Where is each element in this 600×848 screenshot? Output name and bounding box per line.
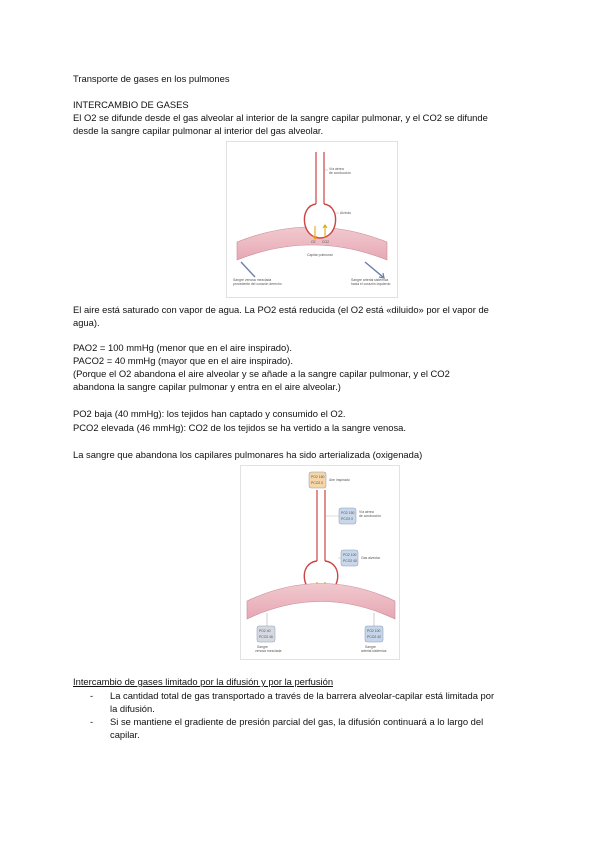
- paragraph-line: PCO2 elevada (46 mmHg): CO2 de los tejidos se ha vertido a la sangre venosa.: [73, 422, 406, 433]
- paragraph-line: El aire está saturado con vapor de agua. La PO2 está reducida (el O2 está «diluido» por el vapor de: [73, 304, 489, 315]
- section-2-title: Intercambio de gases limitado por la difusión y por la perfusión: [73, 676, 334, 687]
- box-alveolar-pco2: PCO2 40: [343, 559, 357, 563]
- label-alveolus: Alvéolo: [340, 211, 352, 215]
- paragraph-line: desde la sangre capilar pulmonar al interior del gas alveolar.: [73, 125, 324, 136]
- label-mixed-2: venosa mezclada: [255, 649, 282, 653]
- label-conduction-2: de conducción: [359, 514, 381, 518]
- label-venous-2: procedente del corazón derecho: [233, 282, 282, 286]
- bullet-1-line-1: La cantidad total de gas transportado a través de la barrera alveolar-capilar está limitada por: [110, 690, 495, 701]
- bullet-marker: -: [90, 690, 94, 701]
- label-conduction-2: de conducción: [329, 171, 351, 175]
- box-alveolar-po2: PO2 100: [343, 553, 357, 557]
- box-systemic-pco2: PCO2 40: [367, 635, 381, 639]
- bullet-2-line-2: capilar.: [110, 729, 140, 740]
- figure-partial-pressures: [240, 465, 400, 660]
- label-inspired: Aire inspirado: [329, 478, 350, 482]
- paragraph-line: agua).: [73, 317, 100, 328]
- arterial-arrow: [365, 262, 383, 277]
- capillary-band: [247, 584, 395, 620]
- label-co2: CO2: [322, 240, 329, 244]
- box-conduction-po2: PO2 150: [341, 511, 355, 515]
- paragraph-line: abandona la sangre capilar pulmonar y entra en el aire alveolar.): [73, 381, 341, 392]
- label-alveolar: Gas alveolar: [361, 556, 381, 560]
- paragraph-line: PACO2 = 40 mmHg (mayor que en el aire inspirado).: [73, 355, 293, 366]
- label-arterial-1: Sangre arterial sistémica: [351, 278, 389, 282]
- label-systemic-1: Sangre: [365, 645, 376, 649]
- paragraph-line: La sangre que abandona los capilares pulmonares ha sido arterializada (oxigenada): [73, 449, 423, 460]
- box-mixed-po2: PO2 40: [259, 629, 271, 633]
- box-inspired-pco2: PCO2 0: [311, 481, 324, 485]
- box-mixed-pco2: PCO2 46: [259, 635, 273, 639]
- label-capillary: Capilar pulmonar: [307, 253, 333, 257]
- document-title: Transporte de gases en los pulmones: [73, 73, 230, 84]
- label-mixed-1: Sangre: [257, 645, 268, 649]
- box-systemic-po2: PO2 100: [367, 629, 381, 633]
- bullet-2-line-1: Si se mantiene el gradiente de presión parcial del gas, la difusión continuará a lo largo del: [110, 716, 484, 727]
- figure-alveolus-capillary: [226, 141, 398, 298]
- airway-walls: [316, 152, 324, 204]
- label-conduction-1: Vía aérea: [329, 167, 344, 171]
- paragraph-line: PAO2 = 100 mmHg (menor que en el aire inspirado).: [73, 342, 292, 353]
- label-systemic-2: arterial sistémica: [361, 649, 387, 653]
- bullet-marker: -: [90, 716, 94, 727]
- paragraph-line: El O2 se difunde desde el gas alveolar al interior de la sangre capilar pulmonar, y el CO2 se difunde: [73, 112, 488, 123]
- label-venous-1: Sangre venosa mezclada: [233, 278, 272, 282]
- airway-walls: [317, 490, 325, 561]
- bullet-1-line-2: la difusión.: [110, 703, 155, 714]
- venous-arrow: [241, 262, 255, 277]
- box-conduction-pco2: PCO2 0: [341, 517, 354, 521]
- label-conduction-1: Vía aérea: [359, 510, 374, 514]
- box-inspired-po2: PO2 160: [311, 475, 325, 479]
- paragraph-line: PO2 baja (40 mmHg): los tejidos han captado y consumido el O2.: [73, 408, 346, 419]
- paragraph-line: (Porque el O2 abandona el aire alveolar y se añade a la sangre capilar pulmonar, y el CO2: [73, 368, 450, 379]
- alveolus: [304, 204, 335, 238]
- label-arterial-2: hacia el corazón izquierdo: [351, 282, 391, 286]
- section-heading: INTERCAMBIO DE GASES: [73, 99, 189, 110]
- label-o2: O2: [311, 240, 316, 244]
